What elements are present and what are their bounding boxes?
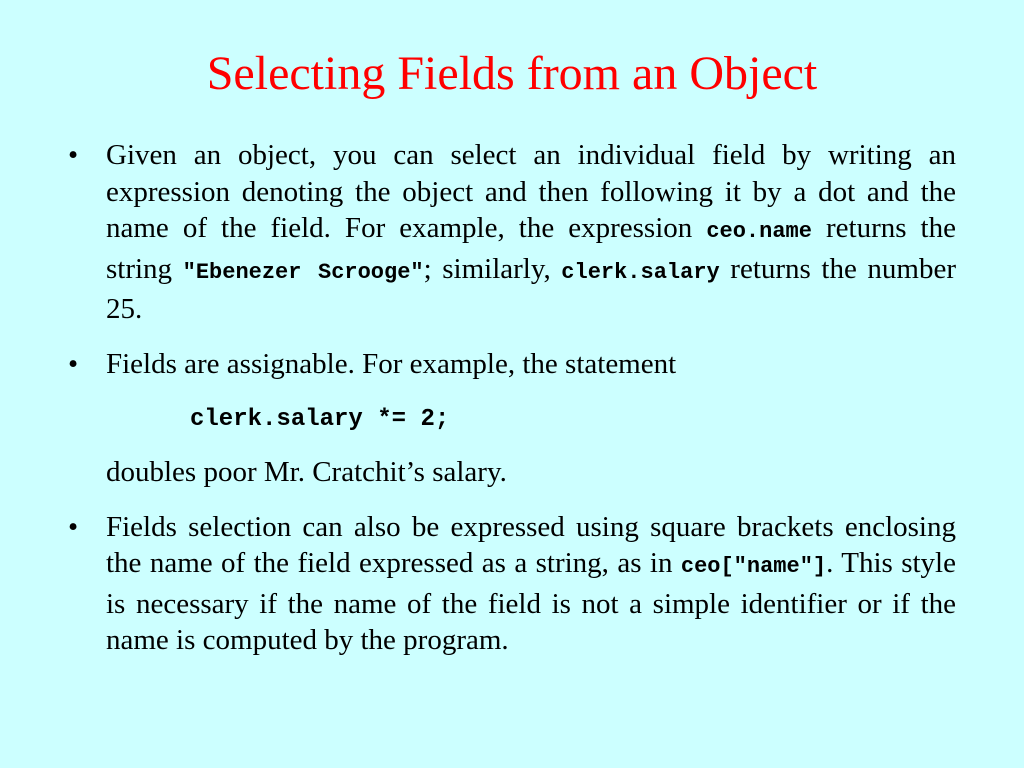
code-statement [106, 398, 956, 438]
bullet-marker: • [68, 510, 79, 543]
bullet2-text-2: doubles poor Mr. Cratchit’s salary. [106, 456, 507, 488]
slide-title: Selecting Fields from an Object [206, 47, 818, 100]
bullet1-text-4: returns the number 25. [106, 252, 957, 325]
bullet1-text-3: ; similarly, [423, 252, 562, 285]
bullet3-text-1: Fields selection can also be expressed using square brackets enclosing the name of the field expressed as a string, as in [106, 510, 956, 579]
bullet3-text-2: . This style is necessary if the name of the field is not a simple identifier or if the name is computed by the program. [106, 547, 956, 656]
bullet1-text-1: Given an object, you can select an individual field by writing an expression denoting the object and then following it by a dot and the name of the field. For example, the expression [106, 139, 956, 244]
bullet2-text-1: Fields are assignable. For example, the statement [106, 347, 677, 380]
bullet-assignable [62, 346, 956, 491]
code-ceo-name: ceo.name [706, 219, 812, 244]
bullet-square-brackets [62, 509, 956, 659]
code-ceo-bracket: ceo["name"] [680, 554, 827, 579]
code-ebenezer-string: "Ebenezer Scrooge" [182, 259, 424, 285]
bullet-marker: • [68, 347, 79, 380]
bullet1-text-2: returns the string [106, 212, 956, 285]
code-salary-assign: clerk.salary *= 2; [190, 406, 450, 433]
bullet-select-field [62, 137, 956, 328]
code-clerk-salary: clerk.salary [561, 259, 720, 285]
slide-body [62, 137, 956, 659]
bullet-marker: • [68, 139, 79, 171]
